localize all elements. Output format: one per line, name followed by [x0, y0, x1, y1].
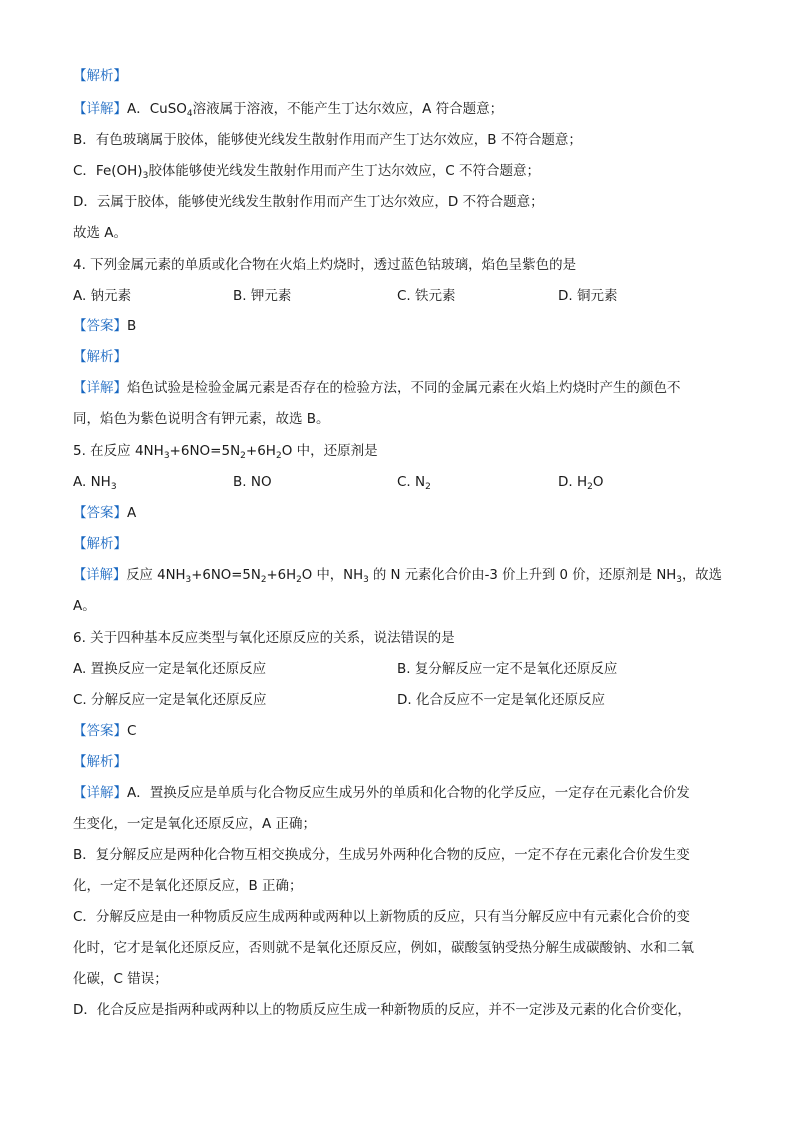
q6-detail-2: 生变化，一定是氧化还原反应，A 正确； [73, 816, 317, 832]
conclusion-line: 故选 A。 [73, 225, 128, 241]
q6-detail-6: 化时，它才是氧化还原反应，否则就不是氧化还原反应，例如，碳酸氢钠受热分解生成碳酸钠、水和二氧 [73, 940, 694, 956]
subscript: 2 [240, 451, 246, 461]
q5-analysis-label: 【解析】 [73, 536, 127, 552]
q6-option-c: C. 分解反应一定是氧化还原反应 [73, 692, 267, 708]
text: D. H [558, 474, 588, 490]
text: 溶液属于溶液，不能产生丁达尔效应，A 符合题意； [192, 101, 504, 117]
text: +6H [245, 443, 276, 459]
subscript: 3 [185, 575, 192, 585]
subscript: 3 [363, 575, 369, 585]
q6-detail-7: 化碳，C 错误； [73, 971, 168, 987]
text: 胶体能够使光线发生散射作用而产生丁达尔效应，C 不符合题意； [148, 163, 541, 179]
text: O 中，还原剂是 [281, 443, 378, 459]
q4-option-a: A. 钠元素 [73, 288, 132, 304]
answer-value: C [127, 723, 137, 739]
subscript: 2 [425, 482, 431, 492]
q6-detail-8: D．化合反应是指两种或两种以上的物质反应生成一种新物质的反应，并不一定涉及元素的化合价变化， [73, 1002, 691, 1018]
subscript: 2 [296, 575, 302, 585]
answer-label: 【答案】 [73, 505, 127, 521]
text: A. NH [73, 474, 111, 490]
text: 5. 在反应 4NH [73, 443, 164, 459]
text: A．CuSO [127, 101, 187, 117]
subscript: 3 [676, 575, 682, 585]
answer-label: 【答案】 [73, 318, 127, 334]
analysis-label: 【解析】 [73, 68, 127, 84]
question-5 [73, 441, 378, 461]
text: +6H [266, 567, 297, 583]
subscript: 2 [587, 482, 593, 492]
detail-line-a [73, 99, 503, 119]
q6-detail-5: C．分解反应是由一种物质反应生成两种或两种以上新物质的反应，只有当分解反应中有元素化合价的变 [73, 909, 690, 925]
q6-option-b: B. 复分解反应一定不是氧化还原反应 [397, 661, 618, 677]
subscript: 2 [260, 575, 267, 585]
detail-line-b: B．有色玻璃属于胶体，能够使光线发生散射作用而产生丁达尔效应，B 不符合题意； [73, 132, 582, 148]
q4-answer [73, 316, 136, 336]
q6-analysis-label: 【解析】 [73, 754, 127, 770]
q6-option-a: A. 置换反应一定是氧化还原反应 [73, 661, 267, 677]
text: +6NO=5N [191, 567, 261, 583]
q4-option-d: D. 铜元素 [558, 288, 618, 304]
text: C. N [397, 474, 426, 490]
q5-detail-2: A。 [73, 598, 96, 614]
q5-detail-1 [73, 565, 722, 585]
answer-value: B [127, 318, 137, 334]
text: O 中，NH [301, 567, 364, 583]
text: O [592, 474, 604, 490]
q4-detail-2: 同，焰色为紫色说明含有钾元素，故选 B。 [73, 411, 330, 427]
q5-option-a [73, 472, 117, 492]
q6-detail-4: 化，一定不是氧化还原反应，B 正确； [73, 878, 303, 894]
text: 焰色试验是检验金属元素是否存在的检验方法，不同的金属元素在火焰上灼烧时产生的颜色不 [127, 380, 681, 396]
q6-answer [73, 721, 136, 741]
q6-detail-1 [73, 783, 690, 803]
q5-option-b: B. NO [233, 474, 272, 490]
subscript: 3 [110, 482, 117, 492]
detail-label: 【详解】 [73, 785, 127, 801]
subscript: 3 [163, 451, 170, 461]
q6-option-d: D. 化合反应不一定是氧化还原反应 [397, 692, 605, 708]
subscript: 4 [186, 109, 193, 119]
q4-option-b: B. 钾元素 [233, 288, 292, 304]
answer-value: A [127, 505, 137, 521]
q6-detail-3: B．复分解反应是两种化合物互相交换成分，生成另外两种化合物的反应，一定不存在元素化合价发生变 [73, 847, 690, 863]
text: A．置换反应是单质与化合物反应生成另外的单质和化合物的化学反应，一定存在元素化合价发 [127, 785, 690, 801]
q5-answer [73, 503, 136, 523]
q5-option-c [397, 472, 431, 492]
subscript: 2 [275, 451, 282, 461]
detail-line-d: D．云属于胶体，能够使光线发生散射作用而产生丁达尔效应，D 不符合题意； [73, 194, 544, 210]
q5-option-d [558, 472, 604, 492]
text: +6NO=5N [169, 443, 241, 459]
answer-label: 【答案】 [73, 723, 127, 739]
subscript: 3 [142, 171, 149, 181]
text: 反应 4NH [126, 567, 186, 583]
detail-label: 【详解】 [73, 567, 127, 583]
detail-line-c [73, 161, 540, 181]
detail-label: 【详解】 [73, 380, 127, 396]
question-6: 6. 关于四种基本反应类型与氧化还原反应的关系，说法错误的是 [73, 630, 455, 646]
text: ，故选 [681, 567, 722, 583]
q4-option-c: C. 铁元素 [397, 288, 456, 304]
detail-label: 【详解】 [73, 101, 127, 117]
q4-detail-1 [73, 378, 681, 398]
text: C．Fe(OH) [73, 163, 143, 179]
q4-analysis-label: 【解析】 [73, 349, 127, 365]
question-4: 4. 下列金属元素的单质或化合物在火焰上灼烧时，透过蓝色钴玻璃，焰色呈紫色的是 [73, 257, 577, 273]
text: 的 N 元素化合价由-3 价上升到 0 价，还原剂是 NH [368, 567, 677, 583]
